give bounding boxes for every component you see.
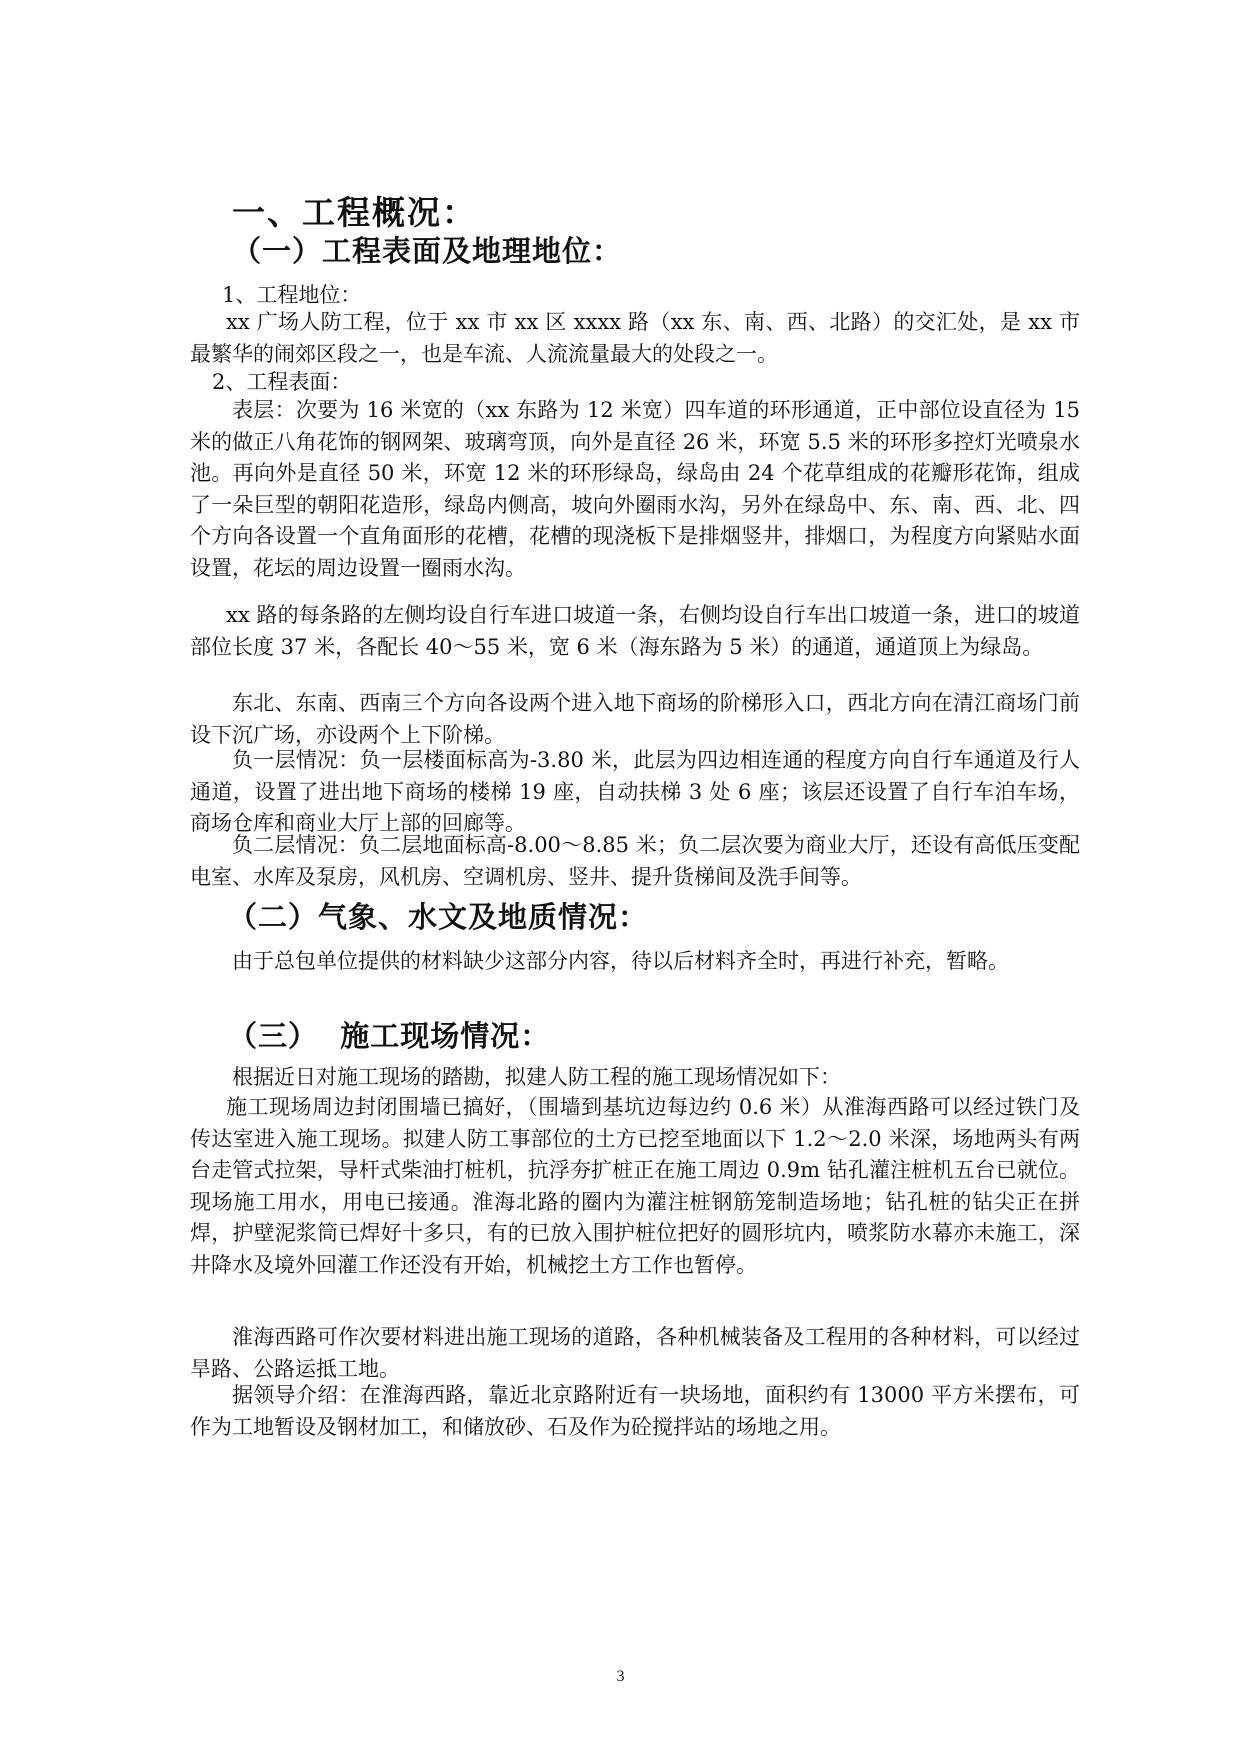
item-heading-location: 1、工程地位： <box>222 283 362 307</box>
section-heading-3: （三） 施工现场情况： <box>228 1019 551 1053</box>
paragraph-level-minus-2: 负二层情况：负二层地面标高-8.00～8.85 米；负二层次要为商业大厅，还设有高低压变配电室、水库及泵房，风机房、空调机房、竖井、提升货梯间及洗手间等。 <box>190 833 1080 889</box>
paragraph-temporary-site: 据领导介绍：在淮海西路，靠近北京路附近有一块场地，面积约有 13000 平方米摆布，可作为工地暂设及钢材加工，和储放砂、石及作为砼搅拌站的场地之用。 <box>190 1383 1080 1439</box>
paragraph-location: xx 广场人防工程，位于 xx 市 xx 区 xxxx 路（xx 东、南、西、北路）的交汇处，是 xx 市最繁华的闹郊区段之一，也是车流、人流流量最大的处段之一。 <box>190 310 1080 366</box>
paragraph-site-status: 施工现场周边封闭围墙已搞好，（围墙到基坑边每边约 0.6 米）从淮海西路可以经过铁门及传达室进入施工现场。拟建人防工事部位的土方已挖至地面以下 1.2～2.0 米深，场地两头有两台走管式拉架，导杆式柴油打桩机，抗浮夯扩桩正在施工周边 0.9m 钻孔灌注桩机五台已就位。现场施工用水，用电已接通。淮海北路的圈内为灌注桩钢筋笼制造场地；钻孔桩的钻尖正在拼焊，护壁泥浆筒已焊好十多只，有的已放入围护桩位把好的圆形坑内，喷浆防水幕亦未施工，深井降水及境外回灌工作还没有开始，机械挖土方工作也暂停。 <box>190 1095 1080 1277</box>
section-heading-1: （一）工程表面及地理地位： <box>232 234 623 268</box>
paragraph-site-intro: 根据近日对施工现场的踏勘，拟建人防工程的施工现场情况如下： <box>232 1065 841 1089</box>
paragraph-weather-geology: 由于总包单位提供的材料缺少这部分内容，待以后材料齐全时，再进行补充，暂略。 <box>232 949 1009 973</box>
paragraph-level-minus-1: 负一层情况：负一层楼面标高为-3.80 米，此层为四边相连通的程度方向自行车通道及行人通道，设置了进出地下商场的楼梯 19 座，自动扶梯 3 处 6 座；该层还设置了自行车泊车场，商场仓库和商业大厅上部的回廊等。 <box>190 748 1080 835</box>
paragraph-surface: 表层：次要为 16 米宽的（xx 东路为 12 米宽）四车道的环形通道，正中部位设直径为 15 米的做正八角花饰的钢网架、玻璃弯顶，向外是直径 26 米，环宽 5.5 米的环形多控灯光喷泉水池。再向外是直径 50 米，环宽 12 米的环形绿岛，绿岛由 24 个花草组成的花瓣形花饰，组成了一朵巨型的朝阳花造形，绿岛内侧高，坡向外圈雨水沟，另外在绿岛中、东、南、西、北、四个方向各设置一个直角面形的花槽，花槽的现浇板下是排烟竖井，排烟口，为程度方向紧贴水面设置，花坛的周边设置一圈雨水沟。 <box>190 398 1080 580</box>
item-heading-surface: 2、工程表面： <box>212 370 352 394</box>
paragraph-access-roads: 淮海西路可作次要材料进出施工现场的道路，各种机械装备及工程用的各种材料，可以经过旱路、公路运抵工地。 <box>190 1325 1080 1381</box>
section-heading-2: （二）气象、水文及地质情况： <box>228 900 649 934</box>
page-number: 3 <box>616 1668 625 1685</box>
paragraph-ramps: xx 路的每条路的左侧均设自行车进口坡道一条，右侧均设自行车出口坡道一条，进口的坡道部位长度 37 米，各配长 40～55 米，宽 6 米（海东路为 5 米）的通道，通道顶上为绿岛。 <box>190 603 1080 659</box>
paragraph-entrances: 东北、东南、西南三个方向各设两个进入地下商场的阶梯形入口，西北方向在清江商场门前设下沉广场，亦设两个上下阶梯。 <box>190 691 1080 747</box>
chapter-heading: 一、工程概况： <box>232 193 477 232</box>
